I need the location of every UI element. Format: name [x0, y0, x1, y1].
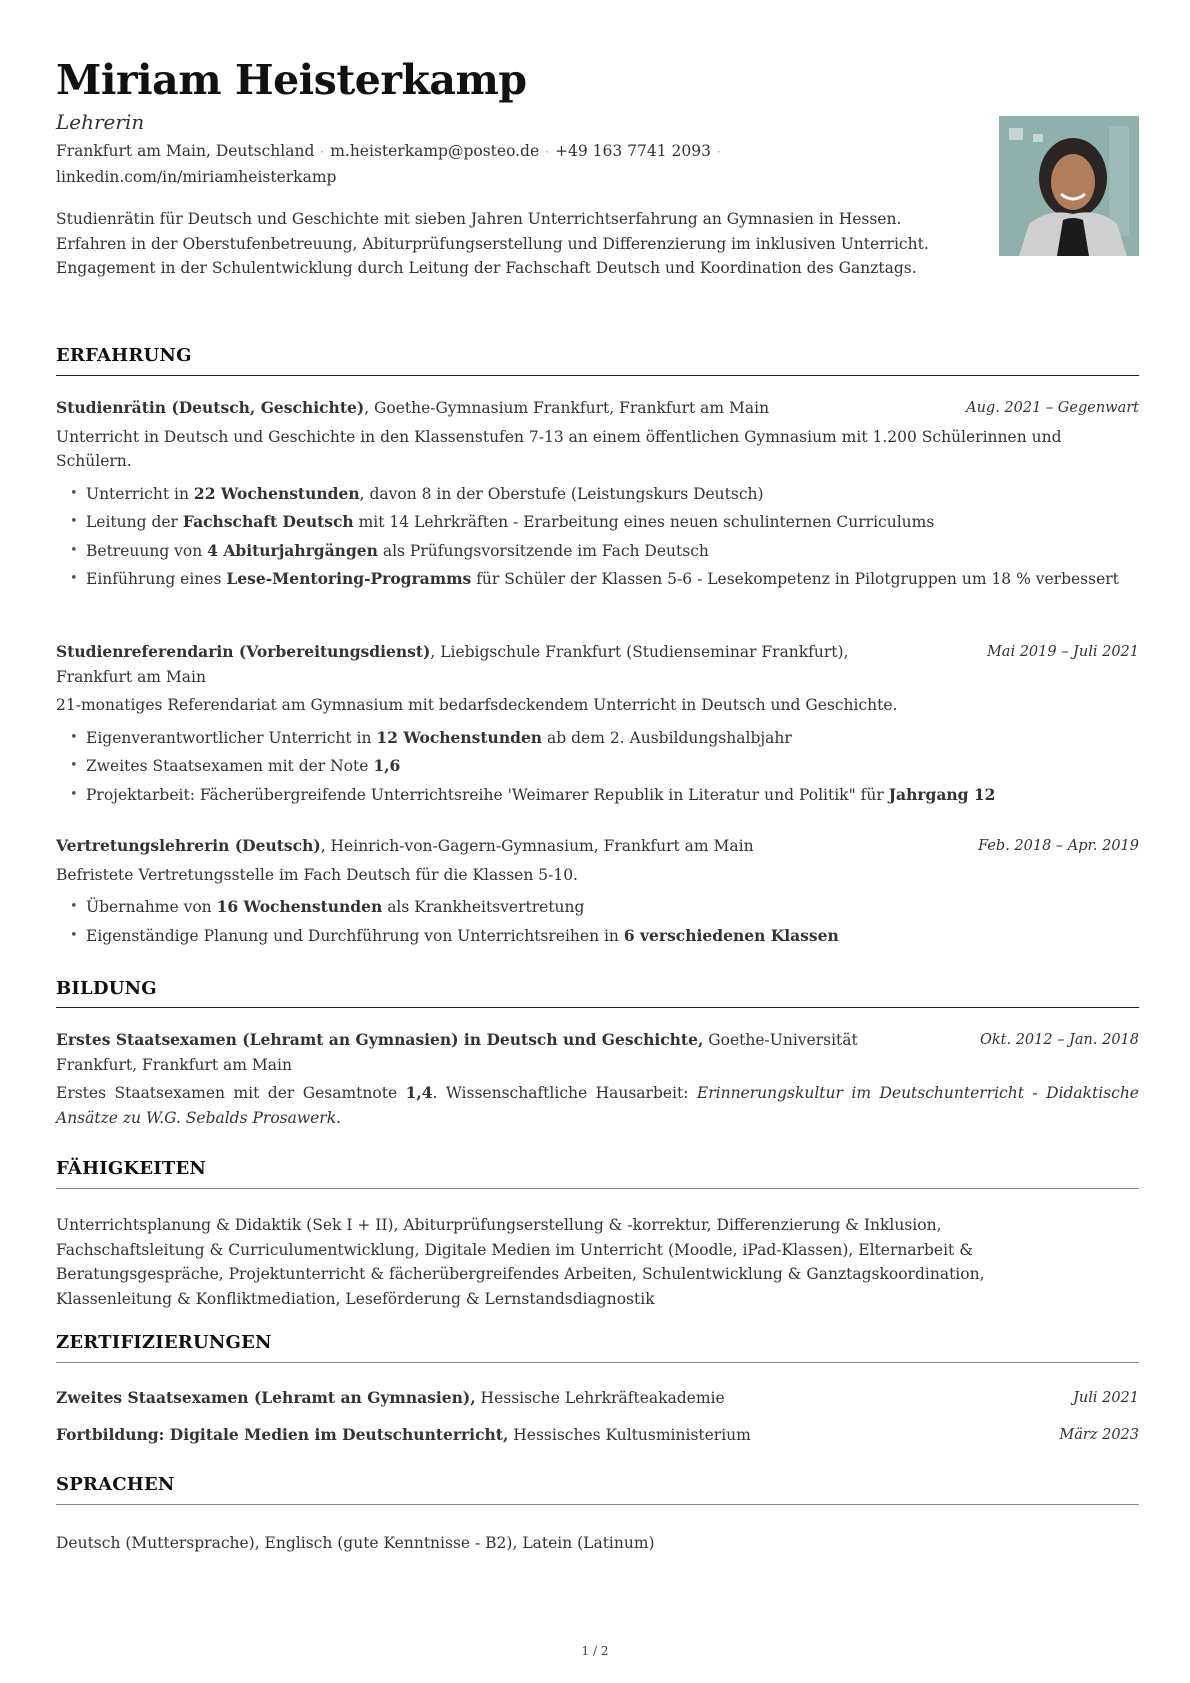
separator: ·: [320, 145, 325, 159]
profile-summary: Studienrätin für Deutsch und Geschichte mit sieben Jahren Unterrichtserfahrung an Gymnasien in Hessen. Erfahren in der Oberstufenbetreuung, Abiturprüfungserstellung und Differenzierung im inklusiven Unterricht. Engagement in der Schulentwicklung durch Leitung der Fachschaft Deutsch und Koordination des Ganztags.: [56, 210, 929, 277]
section-title-education: BILDUNG: [56, 978, 157, 999]
portrait-image: [999, 116, 1139, 256]
section-divider: [56, 375, 1139, 376]
degree-description: Erstes Staatsexamen mit der Gesamtnote 1,4. Wissenschaftliche Hausarbeit: Erinnerungskultur im Deutschunterricht - Didaktische Ansätze zu W.G. Sebalds Prosawerk.: [56, 1083, 1139, 1127]
cert-title: Zweites Staatsexamen (Lehramt an Gymnasien),: [56, 1388, 476, 1407]
bullet-item: • Projektarbeit: Fächerübergreifende Unterrichtsreihe 'Weimarer Republik in Literatur und Politik" für Jahrgang 12: [86, 783, 1139, 808]
degree-title: Erstes Staatsexamen (Lehramt an Gymnasien) in Deutsch und Geschichte,: [56, 1030, 704, 1049]
languages-list: Deutsch (Muttersprache), Englisch (gute Kenntnisse - B2), Latein (Latinum): [56, 1534, 655, 1552]
degree-date: Okt. 2012 – Jan. 2018: [979, 1032, 1139, 1048]
job-title: Vertretungslehrerin (Deutsch): [56, 836, 321, 855]
contact-linkedin[interactable]: linkedin.com/in/miriamheisterkamp: [56, 168, 337, 186]
bullet-item: • Eigenständige Planung und Durchführung von Unterrichtsreihen in 6 verschiedenen Klassen: [86, 924, 1139, 949]
contact-phone[interactable]: +49 163 7741 2093: [554, 142, 711, 160]
bullet-item: • Leitung der Fachschaft Deutsch mit 14 Lehrkräften - Erarbeitung eines neuen schulinternen Curriculums: [86, 510, 1139, 535]
cert-org: Hessische Lehrkräfteakademie: [475, 1389, 725, 1407]
contact-email[interactable]: m.heisterkamp@posteo.de: [330, 142, 540, 160]
job-description: Befristete Vertretungsstelle im Fach Deutsch für die Klassen 5-10.: [56, 865, 578, 884]
bullet-item: • Einführung eines Lese-Mentoring-Programms für Schüler der Klassen 5-6 - Lesekompetenz in Pilotgruppen um 18 % verbessert: [86, 567, 1139, 592]
profile-photo: [999, 116, 1139, 256]
experience-entry: [56, 834, 1139, 952]
job-title: Studienreferendarin (Vorbereitungsdienst): [56, 642, 431, 661]
section-divider: [56, 1007, 1139, 1008]
bullet-item: • Unterricht in 22 Wochenstunden, davon 8 in der Oberstufe (Leistungskurs Deutsch): [86, 482, 1139, 507]
section-divider: [56, 1504, 1139, 1505]
separator: ·: [716, 145, 721, 159]
section-divider: [56, 1188, 1139, 1189]
section-title-languages: SPRACHEN: [56, 1474, 175, 1495]
job-date: Aug. 2021 – Gegenwart: [966, 400, 1139, 416]
degree-org: Goethe-Universität Frankfurt, Frankfurt am Main: [56, 1031, 858, 1074]
job-bullets: [56, 482, 1139, 592]
education-entry: [56, 1028, 1139, 1130]
job-org: , Heinrich-von-Gagern-Gymnasium, Frankfurt am Main: [320, 837, 754, 855]
job-date: Mai 2019 – Juli 2021: [986, 644, 1139, 660]
section-title-skills: FÄHIGKEITEN: [56, 1158, 207, 1179]
page-number: 1 / 2: [581, 1644, 609, 1658]
bullet-item: • Zweites Staatsexamen mit der Note 1,6: [86, 754, 1139, 779]
job-org: , Goethe-Gymnasium Frankfurt, Frankfurt am Main: [364, 399, 770, 417]
job-bullets: [56, 726, 1139, 808]
cert-date: Juli 2021: [1073, 1390, 1139, 1406]
section-divider: [56, 1362, 1139, 1363]
experience-entry: [56, 640, 1139, 811]
cert-org: Hessisches Kultusministerium: [508, 1426, 751, 1444]
cert-title: Fortbildung: Digitale Medien im Deutschunterricht,: [56, 1425, 509, 1444]
skills-list: Unterrichtsplanung & Didaktik (Sek I + II), Abiturprüfungserstellung & -korrektur, Differenzierung & Inklusion, Fachschaftsleitung & Curriculumentwicklung, Digitale Medien im Unterricht (Moodle, iPad-Klassen), Elternarbeit & Beratungsgespräche, Projektunterricht & fächerübergreifendes Arbeiten, Schulentwicklung & Ganztagskoordination, Klassenleitung & Konfliktmediation, Leseförderung & Lernstandsdiagnostik: [56, 1216, 985, 1308]
job-description: 21-monatiges Referendariat am Gymnasium mit bedarfsdeckendem Unterricht in Deutsch und Geschichte.: [56, 696, 898, 714]
job-description: Unterricht in Deutsch und Geschichte in den Klassenstufen 7-13 an einem öffentlichen Gymnasium mit 1.200 Schülerinnen und Schülern.: [56, 427, 1062, 470]
section-title-experience: ERFAHRUNG: [56, 345, 192, 366]
job-org: , Liebigschule Frankfurt (Studienseminar Frankfurt), Frankfurt am Main: [56, 643, 849, 686]
bullet-item: • Betreuung von 4 Abiturjahrgängen als Prüfungsvorsitzende im Fach Deutsch: [86, 539, 1139, 564]
bullet-item: • Eigenverantwortlicher Unterricht in 12 Wochenstunden ab dem 2. Ausbildungshalbjahr: [86, 726, 1139, 751]
bullet-item: • Übernahme von 16 Wochenstunden als Krankheitsvertretung: [86, 895, 1139, 920]
candidate-name: Miriam Heisterkamp: [56, 56, 527, 104]
cert-date: März 2023: [1059, 1427, 1139, 1443]
section-title-certifications: ZERTIFIZIERUNGEN: [56, 1332, 272, 1353]
experience-entry: [56, 396, 1139, 596]
job-bullets: [56, 895, 1139, 948]
separator: ·: [545, 145, 549, 159]
contact-location: Frankfurt am Main, Deutschland: [56, 142, 315, 160]
candidate-role: Lehrerin: [56, 110, 145, 134]
certification-entry: [56, 1386, 1139, 1411]
job-title: Studienrätin (Deutsch, Geschichte): [56, 398, 365, 417]
certification-entry: [56, 1423, 1139, 1448]
job-date: Feb. 2018 – Apr. 2019: [978, 838, 1139, 854]
contact-line: [56, 139, 956, 190]
